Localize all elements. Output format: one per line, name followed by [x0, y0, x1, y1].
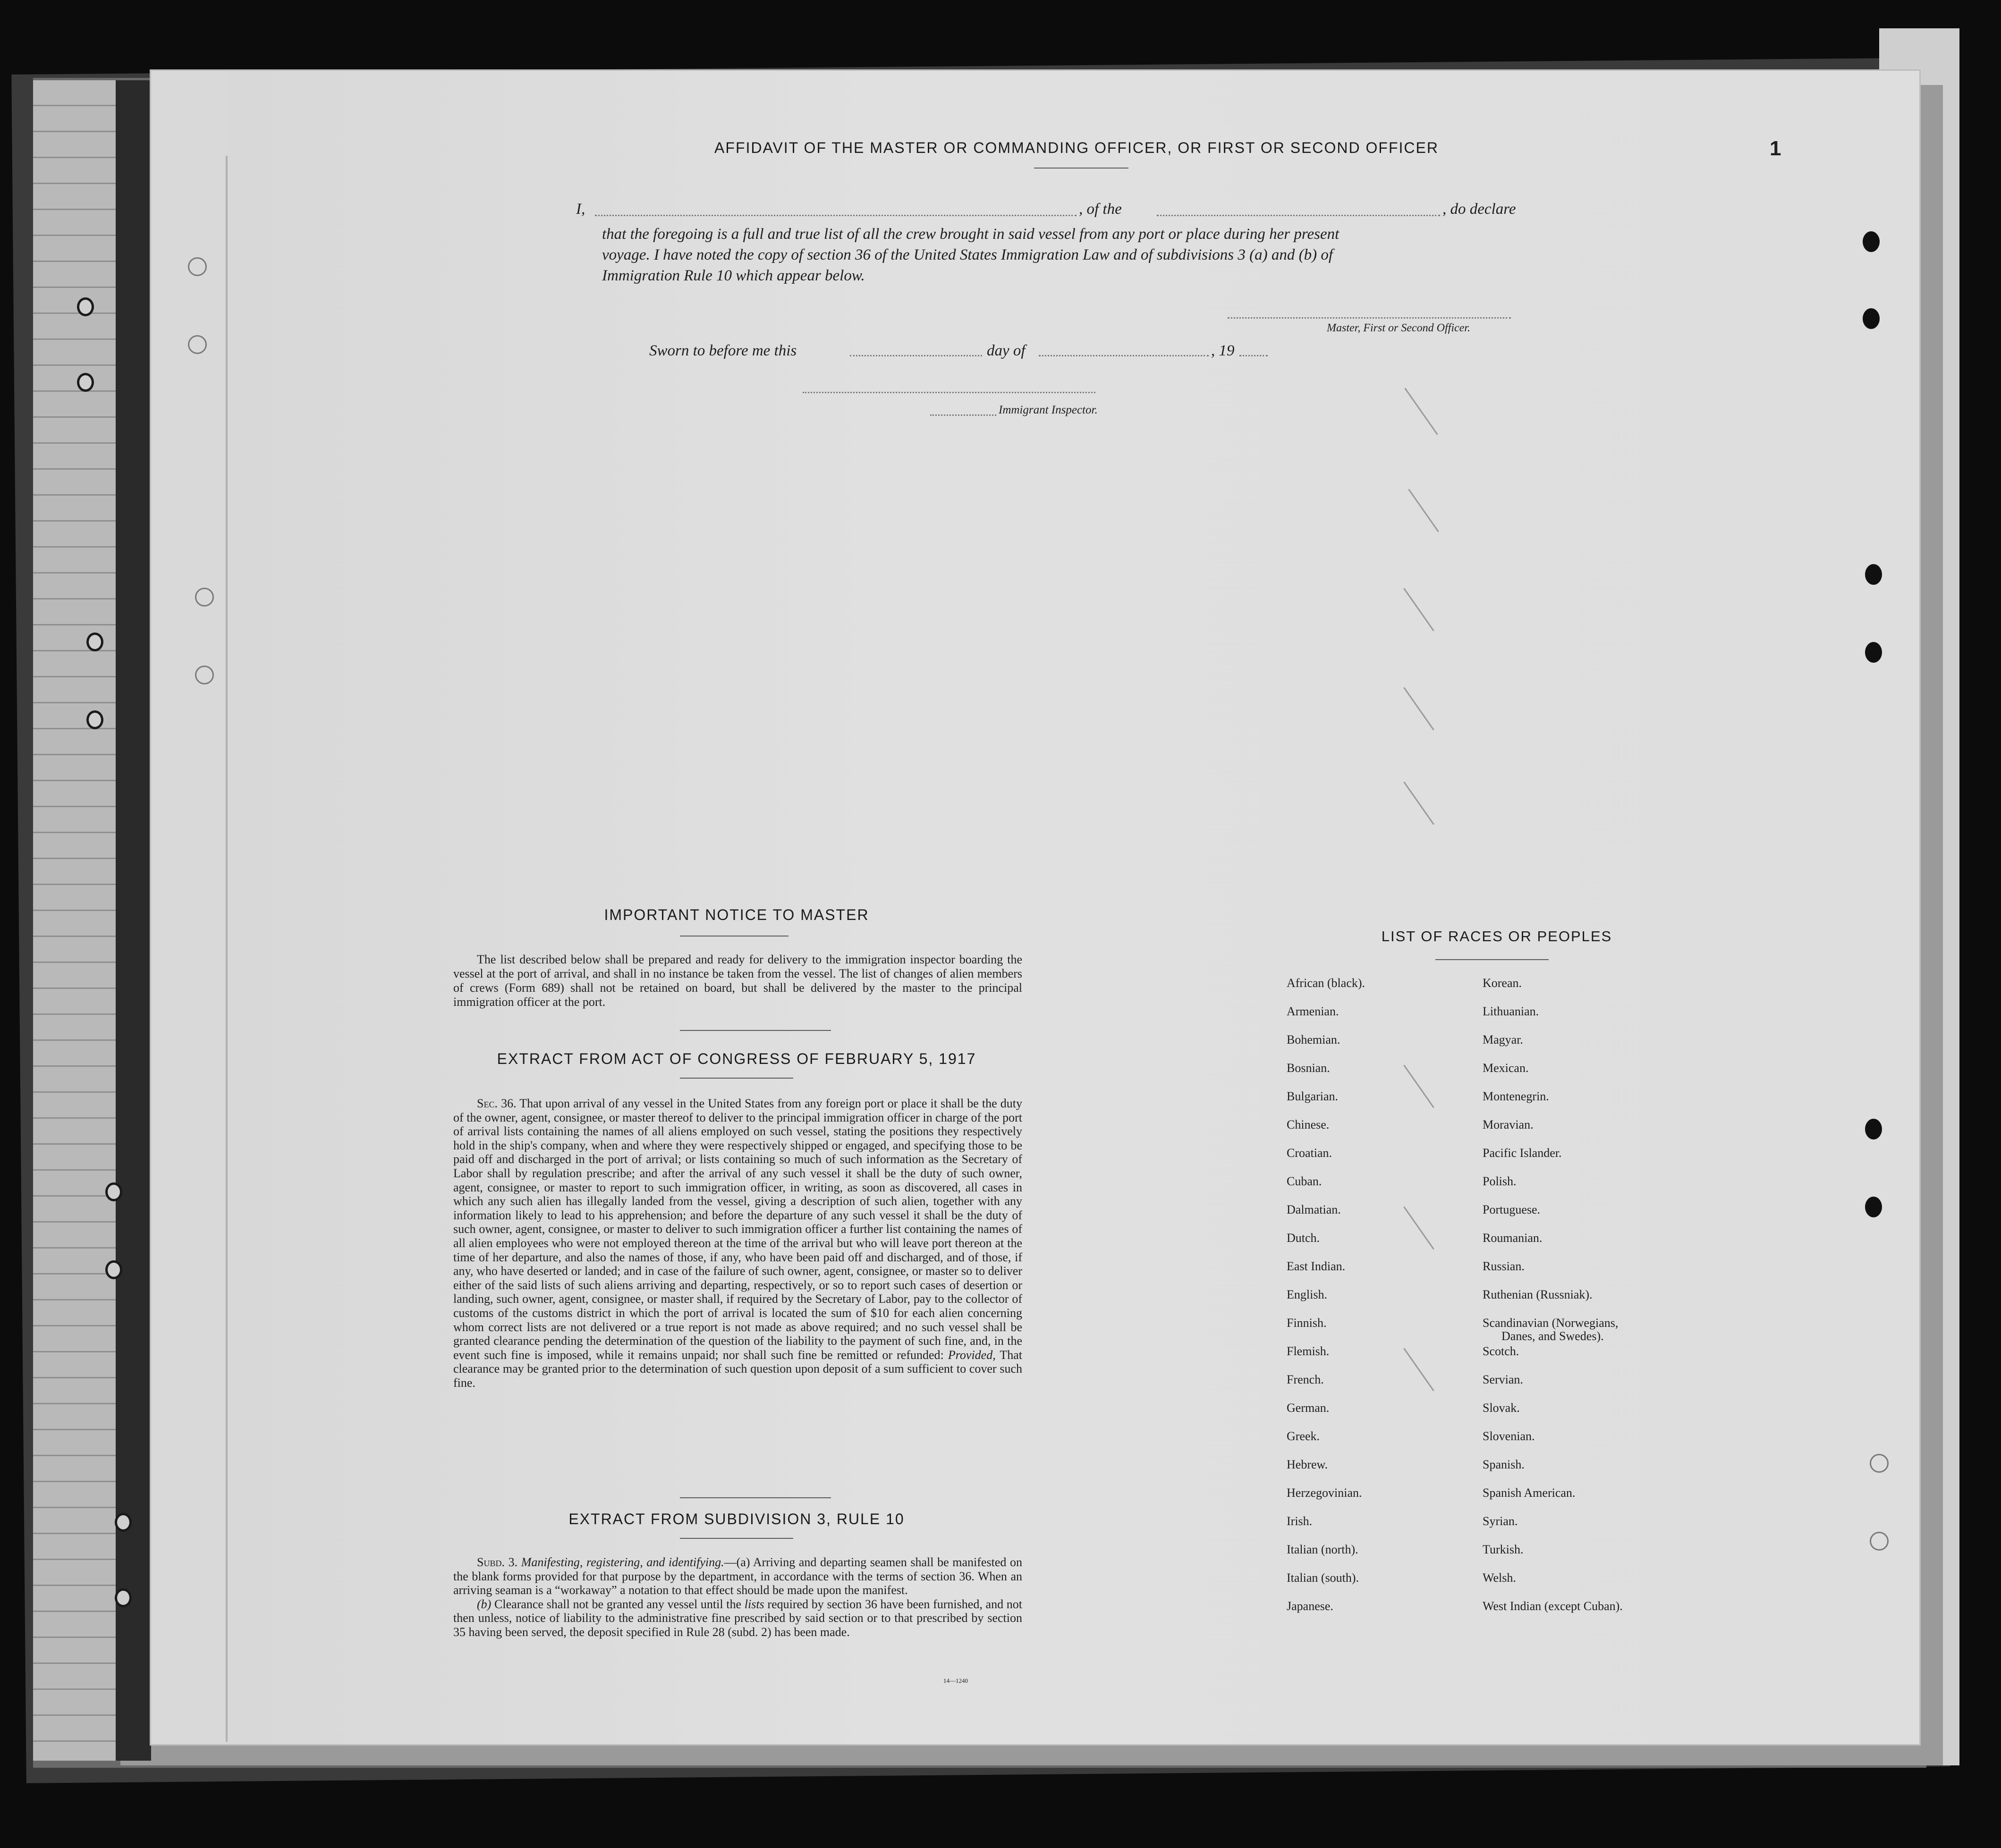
races-title: LIST OF RACES OR PEOPLES [1381, 928, 1612, 945]
binding-band [116, 80, 151, 1761]
inspector-signature-blank[interactable] [803, 392, 1095, 393]
extract-act-title: EXTRACT FROM ACT OF CONGRESS OF FEBRUARY 5, 1917 [497, 1050, 976, 1067]
race-item: Bohemian. [1287, 1033, 1340, 1046]
notice-body [453, 953, 1022, 1009]
notice-title: IMPORTANT NOTICE TO MASTER [604, 906, 869, 923]
sec-text-end: That clearance may be granted prior to the determination of such question upon deposit of a sum sufficient to cover such fine. [453, 1348, 1023, 1390]
race-item: East Indian. [1287, 1259, 1346, 1273]
race-item: Slovak. [1483, 1401, 1520, 1415]
race-item: Italian (north). [1287, 1543, 1358, 1556]
race-item: Russian. [1483, 1259, 1525, 1273]
affidavit-line: voyage. I have noted the copy of section 36 of the United States Immigration Law and of subdivisions 3 (a) and (b) of [602, 246, 1333, 263]
race-item: Scandinavian (Norwegians, [1483, 1316, 1619, 1330]
punch-hole-icon [105, 1260, 122, 1279]
race-item: Welsh. [1483, 1571, 1516, 1585]
race-item-continuation: Danes, and Swedes). [1501, 1329, 1604, 1343]
divider [680, 936, 789, 937]
race-item: Korean. [1483, 976, 1522, 990]
subd-a-text: Arriving and departing seamen shall be manifested on the blank forms provided for that purpose by the department, in accordance with the terms of section 36. When an arriving seaman is a “workaway” a notation to that effect should be made upon the manifest. [453, 1555, 1022, 1597]
subd-label: Subd. 3. [477, 1555, 518, 1569]
race-item: German. [1287, 1401, 1330, 1415]
punch-hole-icon [77, 373, 94, 392]
race-item: Ruthenian (Russniak). [1483, 1288, 1593, 1301]
race-item: Cuban. [1287, 1174, 1322, 1188]
race-item: African (black). [1287, 976, 1365, 990]
notice-text: The list described below shall be prepared and ready for delivery to the immigration inspector boarding the vessel at the port of arrival, and shall in no instance be taken from the vessel. The list of changes of alien members of crews (Form 689) shall not be retained on board, but shall be delivered by the master to the principal immigration officer at the port. [453, 953, 1022, 1009]
officer-signature-blank[interactable] [1228, 317, 1511, 319]
race-item: Magyar. [1483, 1033, 1523, 1046]
fold-line [226, 156, 228, 1742]
sec-36-body [453, 1097, 1022, 1390]
race-item: Pacific Islander. [1483, 1146, 1562, 1160]
punch-hole-icon [86, 710, 103, 729]
race-item: Finnish. [1287, 1316, 1327, 1330]
race-item: Spanish American. [1483, 1486, 1576, 1500]
race-item: French. [1287, 1373, 1324, 1386]
provided-label: Provided, [948, 1348, 996, 1362]
race-item: Syrian. [1483, 1514, 1518, 1528]
divider [680, 1030, 831, 1031]
day-of-label: day of [987, 342, 1026, 359]
punch-hole-icon [195, 588, 214, 607]
subd-heading: Manifesting, registering, and identifying. [521, 1555, 724, 1569]
race-item: Roumanian. [1483, 1231, 1543, 1245]
punch-hole-icon [188, 257, 207, 276]
sworn-label: Sworn to before me this [649, 342, 797, 359]
race-item: Dalmatian. [1287, 1203, 1341, 1216]
race-item: Polish. [1483, 1174, 1517, 1188]
document-page-body [227, 71, 1919, 1744]
subd-b-text-end: required by section 36 have been furnished, and not then unless, notice of liability to the administrative fine prescribed by said section or to that prescribed by section 35 having been served, the deposit specified in Rule 28 (subd. 2) has been made. [453, 1597, 1023, 1639]
day-blank[interactable] [850, 355, 982, 356]
inspector-dots [930, 414, 996, 416]
punch-hole-icon [195, 666, 214, 684]
race-item: Croatian. [1287, 1146, 1332, 1160]
race-item: Bulgarian. [1287, 1089, 1339, 1103]
subd-a-label: —(a) [724, 1555, 750, 1569]
affidavit-i: I, [576, 201, 585, 218]
punch-hole-icon [1863, 231, 1880, 252]
race-item: Irish. [1287, 1514, 1313, 1528]
affidavit-line: Immigration Rule 10 which appear below. [602, 267, 865, 284]
race-item: Japanese. [1287, 1599, 1333, 1613]
affidavit-title: AFFIDAVIT OF THE MASTER OR COMMANDING OFFICER, OR FIRST OR SECOND OFFICER [714, 139, 1439, 156]
punch-hole-icon [1863, 308, 1880, 329]
race-item: Turkish. [1483, 1543, 1524, 1556]
divider [680, 1538, 793, 1539]
month-blank[interactable] [1039, 355, 1209, 356]
subd-b-lists: lists [744, 1597, 764, 1611]
race-item: Portuguese. [1483, 1203, 1541, 1216]
sec-text: That upon arrival of any vessel in the United States from any foreign port or place it shall be the duty of the owner, agent, consignee, or master thereof to deliver to the principal immigration officer in charge of the port of arrival lists containing the names of all aliens employed on such vessel, stating the positions they respectively hold in the ship's company, when and where they were respectively shipped or engaged, and specifying those to be paid off and discharged in the port of arrival; or lists containing so much of such information as the Secretary of Labor shall by regulation prescribe; and after the arrival of any such vessel it shall be the duty of such owner, agent, consignee, or master to report to such immigration officer, in writing, as soon as discovered, all cases in which any such alien has illegally landed from the vessel, giving a description of such alien, together with any information likely to lead to his apprehension; and before the departure of any such vessel it shall be the duty of such owner, agent, consignee, or master to deliver to such immigration officer a further list containing the names of all alien employees who were not employed thereon at the time of the arrival but who will leave port thereon at the time of her departure, and also the names of those, if any, who have been paid off and discharged, and of those, if any, who have deserted or landed; and in case of the failure of such owner, agent, consignee, or master so to deliver either of the said lists of such aliens arriving and departing, respectively, or so to report such cases of desertion or landing, such owner, agent, consignee, or master shall, if required by the Secretary of Labor, pay to the collector of customs of the customs district in which the port of arrival is located the sum of $10 for each alien concerning whom correct lists are not delivered or a true report is not made as above required; and no such vessel shall be granted clearance pending the determination of the question of the liability to the payment of such fine, and, in the event such fine is imposed, while it remains unpaid; nor shall such fine be remitted or refunded: [453, 1097, 1023, 1362]
officer-label: Master, First or Second Officer. [1327, 322, 1470, 334]
race-item: Slovenian. [1483, 1429, 1535, 1443]
race-item: Bosnian. [1287, 1061, 1330, 1075]
race-item: English. [1287, 1288, 1327, 1301]
punch-hole-icon [115, 1513, 132, 1532]
affidavit-line: that the foregoing is a full and true list of all the crew brought in said vessel from any port or place during her present [602, 226, 1340, 243]
subd-b-text: Clearance shall not be granted any vessel until the [494, 1597, 742, 1611]
punch-hole-icon [1865, 564, 1882, 585]
punch-hole-icon [188, 335, 207, 354]
divider [680, 1497, 831, 1498]
year-blank[interactable] [1239, 355, 1268, 356]
vessel-blank[interactable] [1157, 215, 1440, 216]
punch-hole-icon [86, 633, 103, 651]
year-label: , 19 [1211, 342, 1235, 359]
punch-hole-icon [1865, 1119, 1882, 1139]
name-blank[interactable] [595, 215, 1077, 216]
punch-hole-icon [1865, 642, 1882, 663]
punch-hole-icon [77, 297, 94, 316]
subd-3-body [453, 1555, 1022, 1639]
affidavit-of-the: , of the [1079, 201, 1122, 218]
race-item: Montenegrin. [1483, 1089, 1549, 1103]
race-item: Greek. [1287, 1429, 1320, 1443]
form-number: 14—1240 [943, 1677, 968, 1684]
sec-label: Sec. 36. [477, 1097, 517, 1110]
race-item: Spanish. [1483, 1458, 1525, 1471]
divider [1034, 168, 1128, 169]
race-item: Italian (south). [1287, 1571, 1359, 1585]
punch-hole-icon [115, 1588, 132, 1607]
race-item: Lithuanian. [1483, 1004, 1539, 1018]
divider [680, 1078, 793, 1079]
subd-b-label: (b) [477, 1597, 492, 1611]
extract-rule-title: EXTRACT FROM SUBDIVISION 3, RULE 10 [568, 1510, 905, 1527]
race-item: Moravian. [1483, 1118, 1534, 1131]
race-item: Servian. [1483, 1373, 1523, 1386]
punch-hole-icon [1870, 1454, 1889, 1473]
race-item: Hebrew. [1287, 1458, 1328, 1471]
race-item: Chinese. [1287, 1118, 1330, 1131]
inspector-label: Immigrant Inspector. [999, 404, 1098, 416]
race-item: Mexican. [1483, 1061, 1529, 1075]
race-item: Dutch. [1287, 1231, 1320, 1245]
page-number: 1 [1770, 137, 1781, 160]
punch-hole-icon [105, 1182, 122, 1201]
race-item: Armenian. [1287, 1004, 1339, 1018]
race-item: Scotch. [1483, 1344, 1519, 1358]
divider [1435, 959, 1549, 960]
punch-hole-icon [1865, 1197, 1882, 1217]
affidavit-declare: , do declare [1442, 201, 1516, 218]
race-item: Flemish. [1287, 1344, 1330, 1358]
race-item: West Indian (except Cuban). [1483, 1599, 1623, 1613]
punch-hole-icon [1870, 1532, 1889, 1551]
race-item: Herzegovinian. [1287, 1486, 1362, 1500]
